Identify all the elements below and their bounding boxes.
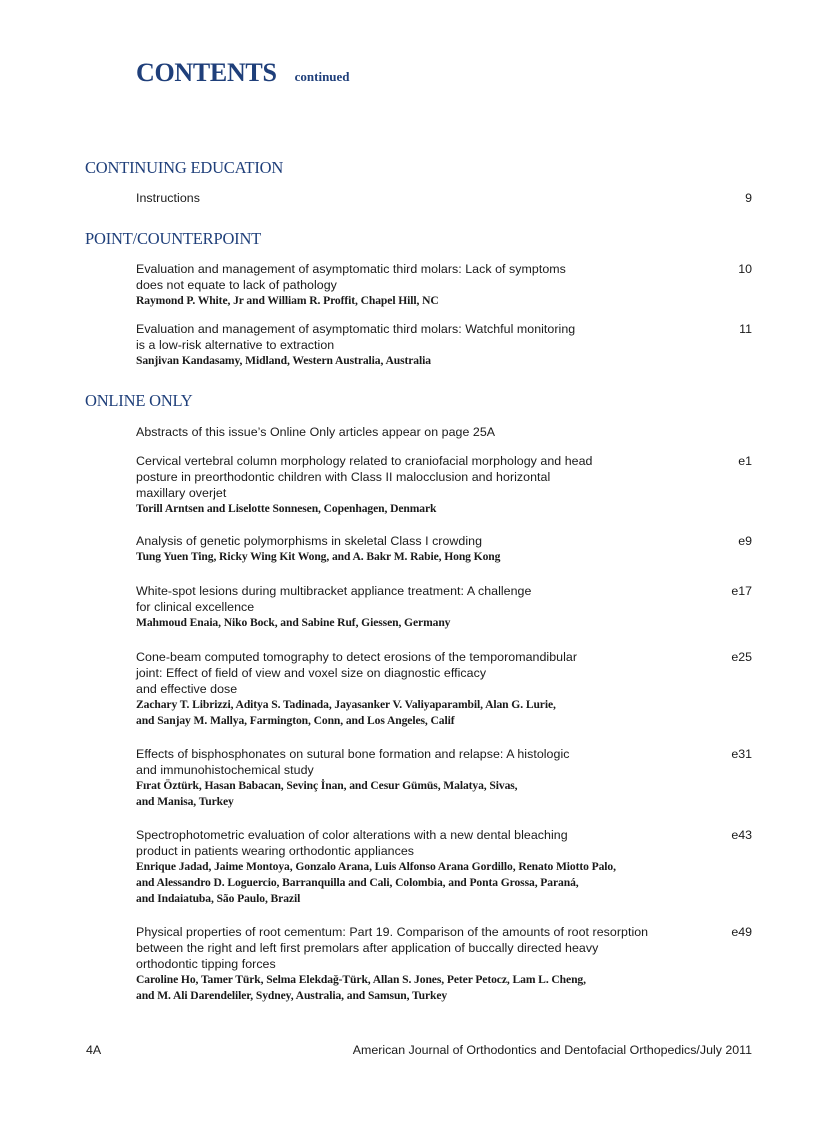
note-text: Abstracts of this issue’s Online Only articles appear on page 25A (136, 425, 496, 439)
toc-entry[interactable] (136, 533, 752, 565)
entry-title[interactable]: Physical properties of root cementum: Part 19. Comparison of the amounts of root resorption between the right and left first premolars after application of buccally directed heavy orthodontic tipping forces (136, 925, 649, 971)
entry-authors: Caroline Ho, Tamer Türk, Selma Elekdağ-Türk, Allan S. Jones, Peter Petocz, Lam L. Cheng, and M. Ali Darendeliler, Sydney, Australia, and Samsun, Turkey (136, 973, 586, 1002)
entry-page: e1 (738, 454, 752, 468)
toc-entry[interactable] (136, 583, 752, 631)
entry-title[interactable]: Evaluation and management of asymptomatic third molars: Watchful monitoring is a low-risk alternative to extraction (136, 322, 576, 352)
toc-entry[interactable] (136, 827, 752, 907)
entry-title[interactable]: Spectrophotometric evaluation of color alterations with a new dental bleaching product in patients wearing orthodontic appliances (136, 828, 568, 858)
entry-authors: Fırat Öztürk, Hasan Babacan, Sevinç İnan, and Cesur Gümüs, Malatya, Sivas, and Manisa, Turkey (136, 779, 518, 808)
entry-title[interactable]: Instructions (136, 191, 200, 205)
entry-title[interactable]: White-spot lesions during multibracket appliance treatment: A challenge for clinical excellence (136, 584, 532, 614)
toc-entry[interactable] (136, 746, 752, 810)
online-only-note (136, 424, 752, 440)
entry-page: e25 (731, 650, 752, 664)
entry-authors: Mahmoud Enaia, Niko Bock, and Sabine Ruf, Giessen, Germany (136, 616, 451, 629)
entry-title[interactable]: Cervical vertebral column morphology related to craniofacial morphology and head posture in preorthodontic children with Class II malocclusion and horizontal maxillary overjet (136, 454, 593, 500)
entry-authors: Raymond P. White, Jr and William R. Proffit, Chapel Hill, NC (136, 294, 439, 307)
entry-authors: Enrique Jadad, Jaime Montoya, Gonzalo Arana, Luis Alfonso Arana Gordillo, Renato Miotto Palo, and Alessandro D. Loguercio, Barranquilla and Cali, Colombia, and Ponta Grossa, Paraná, and Indaiatuba, São Paulo, Brazil (136, 860, 616, 905)
entry-page: e49 (731, 925, 752, 939)
page-title: CONTENTS (136, 58, 277, 87)
entry-page: 10 (738, 262, 752, 276)
section-heading-point-counterpoint: POINT/COUNTERPOINT (85, 229, 262, 248)
section-heading-online-only: ONLINE ONLY (85, 391, 193, 410)
page-header (136, 58, 350, 88)
entry-authors: Tung Yuen Ting, Ricky Wing Kit Wong, and A. Bakr M. Rabie, Hong Kong (136, 550, 501, 563)
footer-journal: American Journal of Orthodontics and Dentofacial Orthopedics/July 2011 (352, 1043, 752, 1057)
entry-title[interactable]: Evaluation and management of asymptomatic third molars: Lack of symptoms does not equate to lack of pathology (136, 262, 566, 292)
entry-page: e9 (738, 534, 752, 548)
entry-page: e17 (731, 584, 752, 598)
entry-page: e31 (731, 747, 752, 761)
section-heading-continuing-education: CONTINUING EDUCATION (85, 158, 284, 177)
entry-authors: Torill Arntsen and Liselotte Sonnesen, Copenhagen, Denmark (136, 502, 437, 515)
entry-page: 9 (745, 191, 752, 205)
toc-entry[interactable] (136, 649, 752, 729)
toc-entry[interactable] (136, 261, 752, 309)
entry-title[interactable]: Cone-beam computed tomography to detect erosions of the temporomandibular joint: Effect of field of view and voxel size on diagnostic efficacy and effective dose (136, 650, 578, 696)
toc-entry[interactable] (136, 924, 752, 1004)
toc-entry[interactable] (136, 453, 752, 517)
entry-authors: Zachary T. Librizzi, Aditya S. Tadinada, Jayasanker V. Valiyaparambil, Alan G. Lurie, and Sanjay M. Mallya, Farmington, Conn, and Los Angeles, Calif (136, 698, 556, 727)
entry-title[interactable]: Analysis of genetic polymorphisms in skeletal Class I crowding (136, 534, 483, 548)
toc-entry[interactable] (136, 321, 752, 369)
continued-label: continued (294, 69, 350, 84)
entry-authors: Sanjivan Kandasamy, Midland, Western Australia, Australia (136, 354, 431, 367)
entry-page: 11 (739, 322, 752, 336)
toc-entry[interactable] (136, 190, 752, 206)
footer-page-number: 4A (86, 1043, 102, 1057)
entry-page: e43 (731, 828, 752, 842)
entry-title[interactable]: Effects of bisphosphonates on sutural bone formation and relapse: A histologic and immunohistochemical study (136, 747, 570, 777)
